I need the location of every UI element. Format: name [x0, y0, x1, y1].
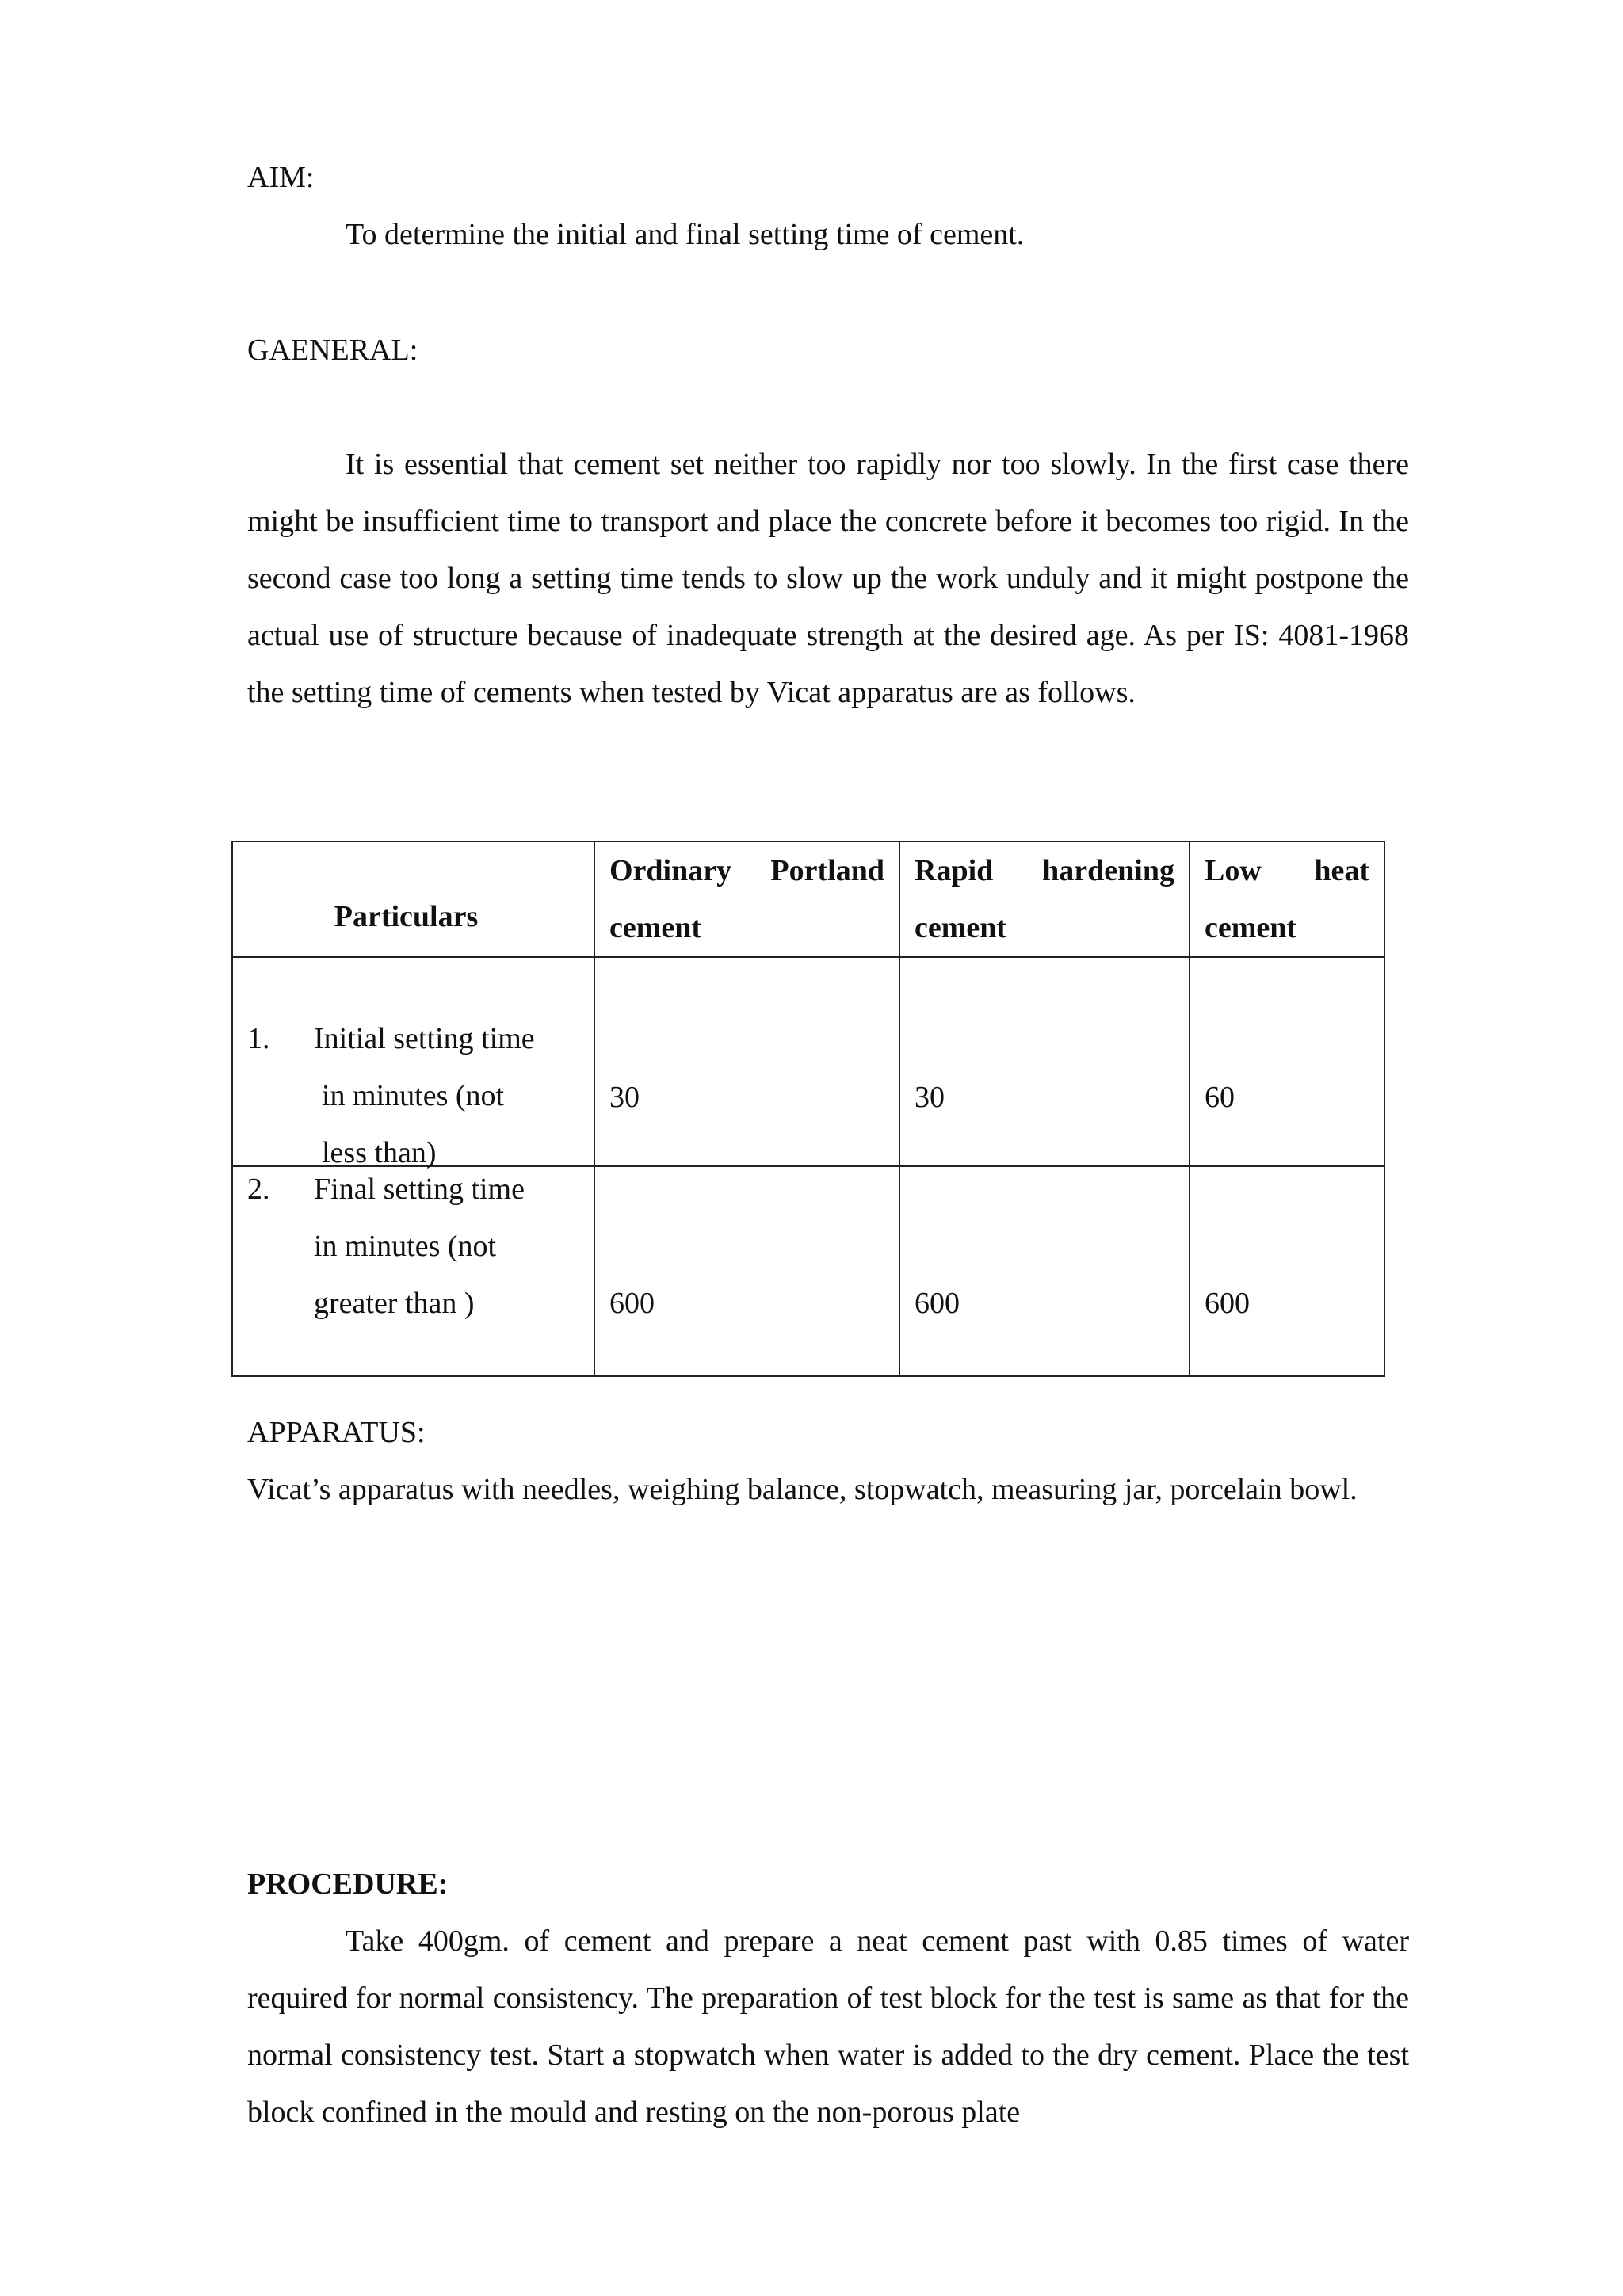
row1-ordinary-portland — [594, 957, 899, 1166]
header-rapid-hardening-line1: Rapid hardening — [915, 854, 1174, 887]
apparatus-heading: APPARATUS: — [247, 1416, 426, 1449]
row2-value-low-heat: 600 — [1205, 1287, 1250, 1320]
row2-label-line1: Final setting time — [314, 1173, 525, 1206]
table-row — [232, 1166, 1384, 1376]
row2-ordinary-portland — [594, 1166, 899, 1376]
aim-heading: AIM: — [247, 161, 315, 194]
header-low-heat-line1: Low heat — [1205, 854, 1369, 887]
header-particulars-label: Particulars — [334, 900, 479, 933]
row1-number: 1. — [247, 1022, 270, 1055]
row1-low-heat — [1190, 957, 1384, 1166]
aim-text: To determine the initial and final setting time of cement. — [346, 218, 1025, 251]
row1-label-line2: in minutes (not — [322, 1079, 505, 1112]
apparatus-text: Vicat’s apparatus with needles, weighing balance, stopwatch, measuring jar, porcelain bowl. — [247, 1473, 1358, 1506]
header-ordinary-portland — [594, 841, 899, 957]
header-low-heat — [1190, 841, 1384, 957]
header-particulars — [232, 841, 594, 957]
row1-particulars — [232, 957, 594, 1169]
row2-label-line2: in minutes (not — [314, 1230, 497, 1263]
table-row — [232, 957, 1384, 1166]
row1-rapid-hardening — [899, 957, 1190, 1166]
table-header-row — [232, 841, 1384, 957]
row2-particulars — [232, 1166, 594, 1376]
setting-time-table — [231, 841, 1385, 1377]
general-heading: GAENERAL: — [247, 334, 418, 367]
header-rapid-hardening — [899, 841, 1190, 957]
row2-value-ordinary: 600 — [609, 1287, 655, 1320]
row2-rapid-hardening — [899, 1166, 1190, 1376]
row2-number: 2. — [247, 1173, 270, 1206]
procedure-paragraph — [247, 1913, 1409, 2141]
row1-label-line3: less than) — [322, 1136, 437, 1169]
header-rapid-hardening-line2: cement — [915, 911, 1007, 944]
row2-label-line3: greater than ) — [314, 1287, 475, 1320]
header-low-heat-line2: cement — [1205, 911, 1297, 944]
general-paragraph — [247, 436, 1409, 721]
row2-low-heat — [1190, 1166, 1384, 1376]
row1-value-ordinary: 30 — [609, 1081, 640, 1114]
row2-value-rapid: 600 — [915, 1287, 960, 1320]
row1-value-low-heat: 60 — [1205, 1081, 1235, 1114]
header-ordinary-portland-line2: cement — [609, 911, 702, 944]
general-paragraph-text: It is essential that cement set neither too rapidly nor too slowly. In the first case there might be insufficient time to transport and place the concrete before it becomes too rigid. In the second case too long a setting time tends to slow up the work unduly and it might postpone the actual use of structure because of inadequate strength at the desired age. As per IS: 4081-1968 the setting time of cements when tested by Vicat apparatus are as follows. — [247, 448, 1409, 709]
procedure-heading: PROCEDURE: — [247, 1867, 449, 1901]
header-ordinary-portland-line1: Ordinary Portland — [609, 854, 884, 887]
row1-value-rapid: 30 — [915, 1081, 945, 1114]
row1-label-line1: Initial setting time — [314, 1022, 535, 1055]
procedure-paragraph-text: Take 400gm. of cement and prepare a neat cement past with 0.85 times of water required for normal consistency. The preparation of test block for the test is same as that for the normal consistency test. Start a stopwatch when water is added to the dry cement. Place the test block confined in the mould and resting on the non-porous plate — [247, 1924, 1409, 2129]
